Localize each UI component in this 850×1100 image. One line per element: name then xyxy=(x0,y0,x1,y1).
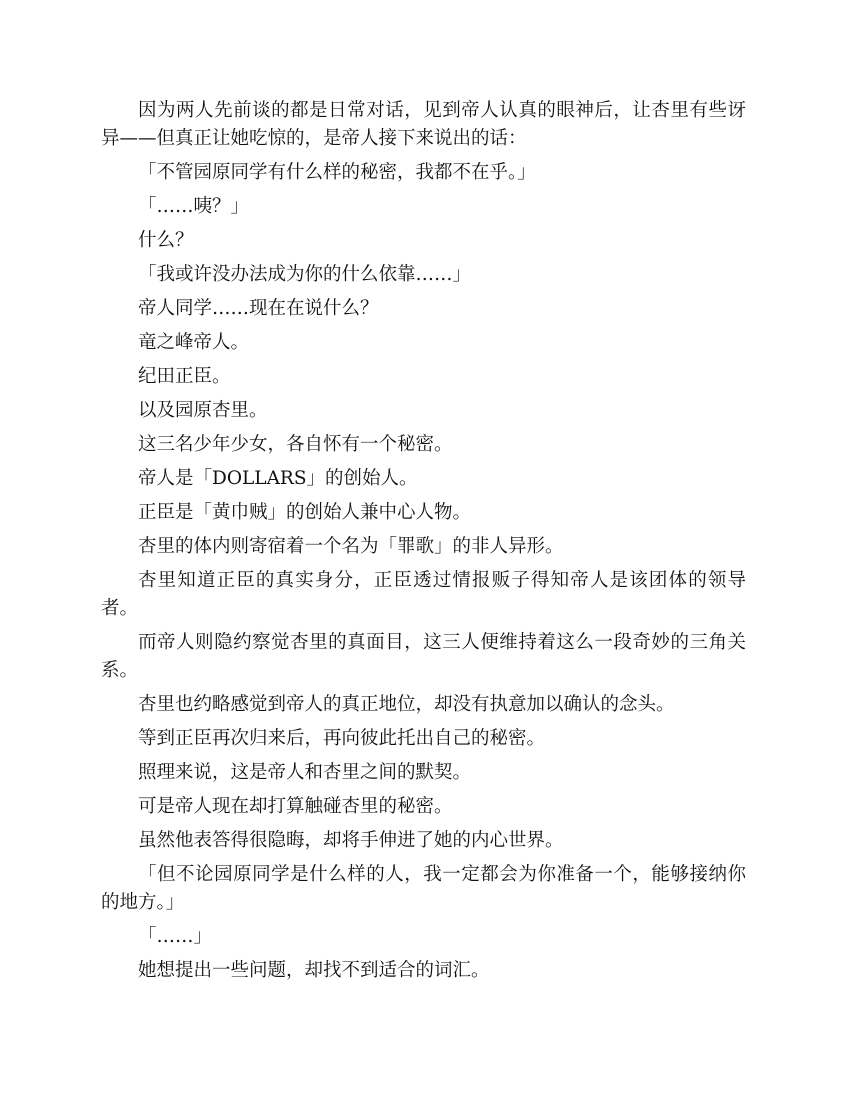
paragraph: 「我或许没办法成为你的什么依靠……」 xyxy=(138,264,472,285)
paragraph: 「……」 xyxy=(138,926,213,947)
paragraph: 竜之峰帝人。 xyxy=(138,332,250,353)
paragraph: 帝人同学……现在在说什么？ xyxy=(138,298,379,319)
paragraph: 「……咦？」 xyxy=(138,196,250,217)
paragraph: 她想提出一些问题，却找不到适合的词汇。 xyxy=(138,960,490,981)
paragraph: 正臣是「黄巾贼」的创始人兼中心人物。 xyxy=(138,502,472,523)
paragraph: 虽然他表答得很隐晦，却将手伸进了她的内心世界。 xyxy=(138,830,564,851)
paragraph: 纪田正臣。 xyxy=(138,366,231,387)
paragraph: 杏里的体内则寄宿着一个名为「罪歌」的非人异形。 xyxy=(138,536,564,557)
paragraph: 可是帝人现在却打算触碰杏里的秘密。 xyxy=(138,796,453,817)
paragraph: 「不管园原同学有什么样的秘密，我都不在乎。」 xyxy=(138,162,536,183)
paragraph: 以及园原杏里。 xyxy=(138,400,268,421)
paragraph: 什么？ xyxy=(138,230,194,251)
paragraph: 杏里知道正臣的真实身分，正臣透过情报贩子得知帝人是该团体的领导者。 xyxy=(101,570,746,619)
paragraph: 照理来说，这是帝人和杏里之间的默契。 xyxy=(138,762,472,783)
paragraph: 因为两人先前谈的都是日常对话，见到帝人认真的眼神后，让杏里有些讶异——但真正让她吃惊的，是帝人接下来说出的话： xyxy=(101,100,746,149)
paragraph: 杏里也约略感觉到帝人的真正地位，却没有执意加以确认的念头。 xyxy=(138,694,675,715)
paragraph: 这三名少年少女，各自怀有一个秘密。 xyxy=(138,434,453,455)
paragraph: 「但不论园原同学是什么样的人，我一定都会为你准备一个，能够接纳你的地方。」 xyxy=(101,864,746,913)
paragraph: 等到正臣再次归来后，再向彼此托出自己的秘密。 xyxy=(138,728,546,749)
paragraph: 帝人是「DOLLARS」的创始人。 xyxy=(138,468,418,489)
document-page xyxy=(101,97,746,991)
paragraph: 而帝人则隐约察觉杏里的真面目，这三人便维持着这么一段奇妙的三角关系。 xyxy=(101,632,746,681)
